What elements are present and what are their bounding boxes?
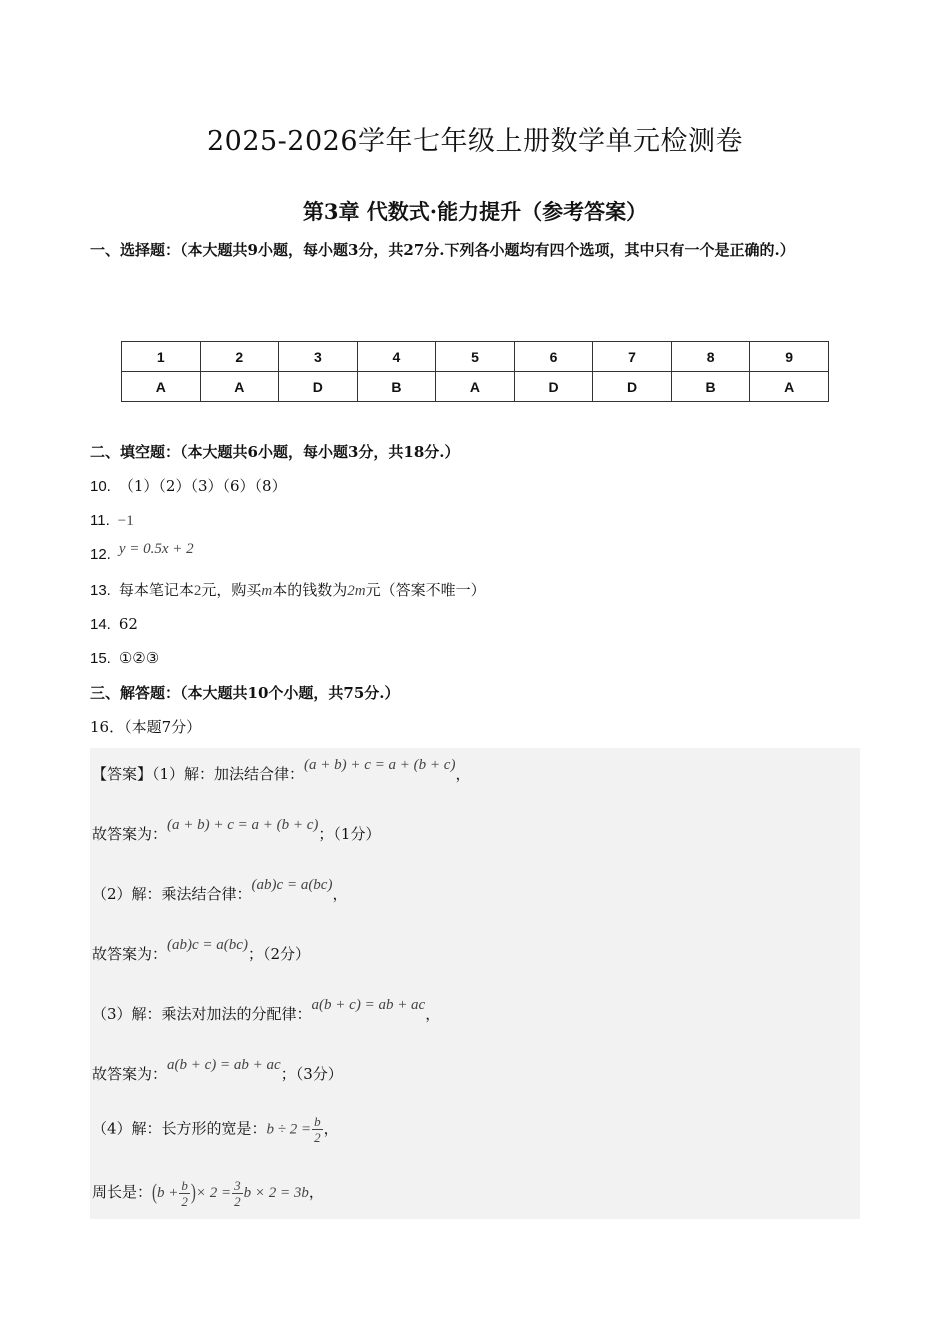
answer-math: a(b + c) = ab + ac [311,997,426,1013]
fraction-denominator: 2 [314,1130,321,1145]
table-cell: 4 [357,342,436,372]
choice-answer-table [121,341,829,402]
fraction-numerator: 3 [234,1178,241,1193]
item-number: 13. [90,582,111,599]
item-answer: ①②③ [118,649,160,667]
item-math: 2 [193,583,202,599]
fraction-denominator: 2 [181,1194,188,1209]
table-row-answers [122,372,829,402]
table-cell: 7 [593,342,672,372]
answer-math: (a + b) + c = a + (b + c) [167,817,319,833]
table-row-numbers [122,342,829,372]
answer-label: （2）解：乘法结合律： [92,885,252,903]
answer-math: a(b + c) = ab + ac [167,1057,281,1073]
answer-math: b × 2 = 3b [243,1184,309,1201]
answer-line-5 [92,997,441,1028]
section3-heading: 三、解答题：（本大题共10个小题，共75分.） [90,684,400,702]
answer-end: ， [323,1119,339,1138]
item-answer: 62 [118,615,138,633]
answer-line-8 [92,1178,324,1209]
item-number: 12. [90,546,111,563]
section1-heading: 一、选择题：（本大题共9小题，每小题3分，共27分.下列各小题均有四个选项，其中只有一个是正确的.） [90,241,795,259]
item-answer: −1 [117,513,134,529]
table-cell: B [357,372,436,402]
answer-end: ， [308,1182,324,1201]
answer-label: 故答案为： [92,1065,168,1083]
table-cell: A [200,372,279,402]
section2-heading: 二、填空题：（本大题共6小题，每小题3分，共18分.） [90,443,460,461]
answer-line-2 [92,817,381,848]
answer-math: (a + b) + c = a + (b + c) [304,757,456,773]
answer-math: × 2 = [195,1184,232,1201]
fraction [179,1178,190,1209]
fraction-numerator: b [314,1114,321,1129]
paren-close: ) [190,1180,196,1205]
table-cell: A [750,372,829,402]
fill-item-12 [90,542,194,567]
answer-line-4 [92,937,310,968]
answer-label: 【答案】（1）解：加法结合律： [92,765,305,783]
answer-math: (ab)c = a(bc) [167,937,248,953]
answer-line-3 [92,877,348,908]
answer-end: ， [425,1005,441,1023]
item-text: 元，购买 [201,581,262,599]
fill-item-10 [90,474,287,499]
table-cell: 2 [200,342,279,372]
answer-label: 故答案为： [92,825,168,843]
table-cell: D [593,372,672,402]
item-text: 本的钱数为 [272,581,348,599]
table-cell: 8 [671,342,750,372]
table-cell: 6 [514,342,593,372]
table-cell: D [514,372,593,402]
fill-item-14 [90,612,138,637]
answer-math: b ÷ 2 = [266,1121,312,1138]
fill-item-13 [90,578,486,603]
fraction [312,1114,323,1145]
fill-item-11 [90,508,134,533]
answer-label: （4）解：长方形的宽是： [92,1119,267,1138]
answer-end: ；（1分） [318,825,381,843]
table-cell: B [671,372,750,402]
answer-math: b + [157,1184,179,1201]
page-subtitle: 第3章 代数式·能力提升（参考答案） [302,199,648,224]
item-number: 11. [90,512,110,529]
page-title: 2025-2026学年七年级上册数学单元检测卷 [206,126,744,157]
item-math: m [261,583,273,599]
item-text: 每本笔记本 [118,581,194,599]
question-16: 16．（本题7分） [90,718,202,736]
paren-open: ( [152,1180,158,1205]
fraction [232,1178,243,1209]
answer-end: ；（3分） [280,1065,343,1083]
item-number: 10. [90,478,111,495]
answer-end: ， [332,885,348,903]
table-cell: A [122,372,201,402]
answer-line-6 [92,1057,343,1088]
answer-end: ；（2分） [247,945,310,963]
answer-end: ， [455,765,471,783]
answer-label: 故答案为： [92,945,168,963]
fraction-numerator: b [181,1178,188,1193]
item-number: 15. [90,650,111,667]
item-answer: y = 0.5x + 2 [118,541,194,557]
item-number: 14. [90,616,111,633]
fraction-denominator: 2 [234,1194,241,1209]
answer-label: （3）解：乘法对加法的分配律： [92,1005,312,1023]
table-cell: D [279,372,358,402]
table-cell: 1 [122,342,201,372]
answer-math: (ab)c = a(bc) [251,877,333,893]
answer-line-1 [92,757,471,788]
table-cell: 3 [279,342,358,372]
fill-item-15 [90,646,159,671]
answer-label: 周长是： [92,1182,153,1201]
table-cell: A [436,372,515,402]
item-text: 元（答案不唯一） [365,581,486,599]
table-cell: 9 [750,342,829,372]
table-cell: 5 [436,342,515,372]
answer-line-7 [92,1114,339,1145]
item-math: 2m [347,583,366,599]
item-answer: （1）（2）（3）（6）（8） [118,477,287,495]
